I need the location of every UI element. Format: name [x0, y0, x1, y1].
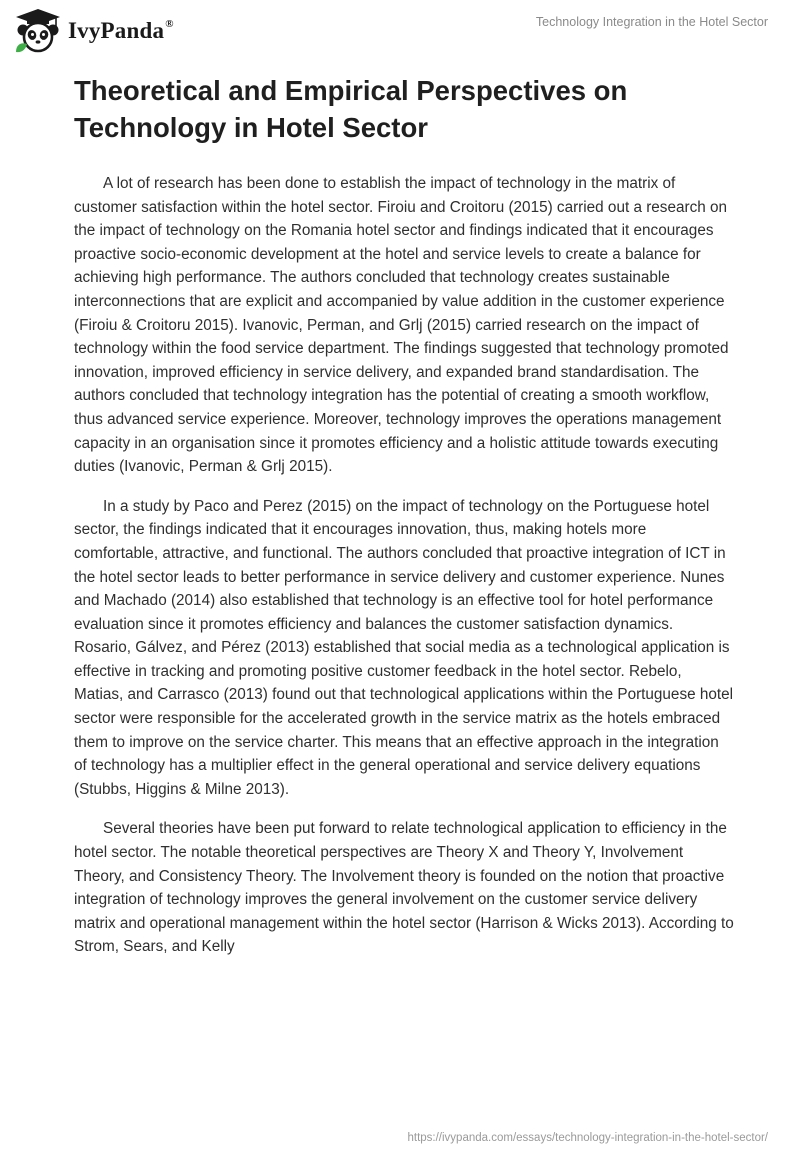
page-title: Theoretical and Empirical Perspectives on Technology in Hotel Sector: [74, 75, 628, 143]
brand-logo[interactable]: [14, 8, 174, 54]
footer-url[interactable]: https://ivypanda.com/essays/technology-integration-in-the-hotel-sector/: [407, 1132, 768, 1144]
panda-graduate-icon: [14, 8, 62, 54]
article-body: [74, 172, 734, 975]
running-title: Technology Integration in the Hotel Sector: [535, 15, 768, 29]
brand-name: [68, 18, 174, 44]
brand-text: IvyPanda: [68, 18, 165, 43]
paragraph-2: In a study by Paco and Perez (2015) on the impact of technology on the Portuguese hotel sector, the findings indicated that it encourages innovation, thus, making hotels more comfortable, attractive, and functional. The authors concluded that proactive integration of ICT in the hotel sector leads to better performance in service delivery and customer experience. Nunes and Machado (2014) also established that technology is an effective tool for hotel performance evaluation since it promotes efficiency and balances the customer satisfaction dynamics. Rosario, Gálvez, and Pérez (2013) established that social media as a technological application is effective in tracking and promoting positive customer feedback in the hotel sector. Rebelo, Matias, and Carrasco (2013) found out that technological applications within the Portuguese hotel sector were responsible for the accelerated growth in the service matrix as the hotels embraced them to improve on the service charter. This means that an effective approach in the integration of technology has a multiplier effect in the general operational and service delivery equations (Stubbs, Higgins & Milne 2013).: [74, 497, 734, 798]
paragraph-1: A lot of research has been done to establish the impact of technology in the matrix of customer satisfaction within the hotel sector. Firoiu and Croitoru (2015) carried out a research on the impact of technology on the Romania hotel sector and findings indicated that it encourages proactive socio-economic development at the hotel and service levels to create a balance for achieving high performance. The authors concluded that technology creates sustainable interconnections that are explicit and accompanied by value addition in the customer experience (Firoiu & Croitoru 2015). Ivanovic, Perman, and Grlj (2015) carried research on the impact of technology within the food service department. The findings suggested that technology promoted innovation, improved efficiency in service delivery, and expanded brand standardisation. The authors concluded that technology integration has the potential of creating a smooth workflow, thus advanced service experience. Moreover, technology improves the operations management capacity in an organisation since it promotes efficiency and a holistic attitude towards executing duties (Ivanovic, Perman & Grlj 2015).: [74, 175, 729, 476]
registered-mark: ®: [165, 18, 174, 30]
paragraph-3: Several theories have been put forward to relate technological application to efficiency in the hotel sector. The notable theoretical perspectives are Theory X and Theory Y, Involvement Theory, and Consistency Theory. The Involvement theory is founded on the notion that proactive integration of technology improves the general involvement on the customer service delivery matrix and operational management within the hotel sector (Harrison & Wicks 2013). According to Strom, Sears, and Kelly: [74, 820, 734, 956]
page-header: [0, 0, 800, 60]
